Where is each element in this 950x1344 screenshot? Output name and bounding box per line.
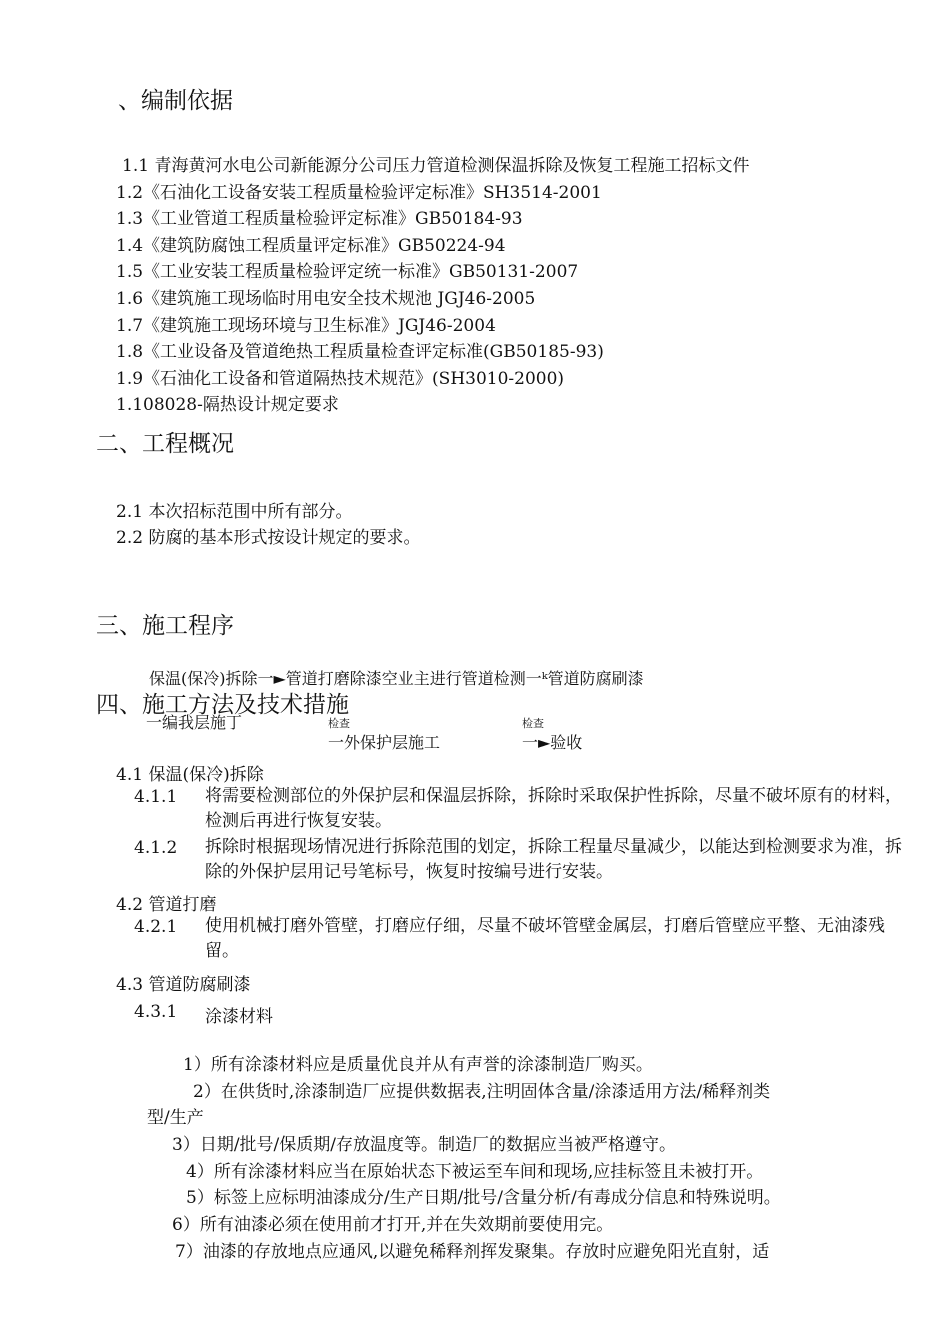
list-item: 1.4《建筑防腐蚀工程质量评定标准》GB50224-94	[116, 236, 506, 256]
flow-check-label-2: 检查	[522, 717, 544, 730]
list-item: 1.7《建筑施工现场环境与卫生标准》JGJ46-2004	[116, 316, 496, 336]
clause-text: 涂漆材料	[205, 1007, 273, 1027]
clause-number: 4.1.1	[134, 787, 178, 807]
section-title-4: 四、施工方法及技术措施	[96, 692, 349, 718]
list-item: 1.6《建筑施工现场临时用电安全技术规池 JGJ46-2005	[116, 289, 536, 309]
subsection-heading: 4.3 管道防腐刷漆	[116, 975, 251, 995]
list-item: 1.3《工业管道工程质量检验评定标准》GB50184-93	[116, 209, 523, 229]
flow-step-clipped-2: 一外保护层施工	[328, 733, 441, 752]
clause-number: 4.3.1	[134, 1002, 178, 1022]
flow-step-clipped-3: 一►验收	[522, 733, 583, 752]
section-title-3: 三、施工程序	[96, 613, 234, 639]
list-item: 1）所有涂漆材料应是质量优良并从有声誉的涂漆制造厂购买。	[183, 1055, 653, 1075]
flow-check-label-1: 检查	[328, 717, 350, 730]
list-item: 3）日期/批号/保质期/存放温度等。制造厂的数据应当被严格遵守。	[172, 1135, 676, 1155]
list-item: 6）所有油漆必须在使用前才打开,并在失效期前要使用完。	[172, 1215, 614, 1235]
list-item: 7）油漆的存放地点应通风,以避免稀释剂挥发聚集。存放时应避免阳光直射，适	[175, 1242, 770, 1262]
flow-step-clipped-1: 一编我层施丁	[146, 713, 243, 732]
section-title-2: 二、工程概况	[96, 431, 234, 457]
list-item: 型/生产	[147, 1108, 204, 1128]
subsection-heading: 4.1 保温(保冷)拆除	[116, 765, 264, 785]
list-item: 5）标签上应标明油漆成分/生产日期/批号/含量分析/有毒成分信息和特殊说明。	[186, 1188, 781, 1208]
list-item: 1.108028-隔热设计规定要求	[116, 395, 339, 415]
list-item: 2.2 防腐的基本形式按设计规定的要求。	[116, 528, 421, 548]
section-title-1: 、编制依据	[118, 88, 233, 114]
list-item: 2）在供货时,涂漆制造厂应提供数据表,注明固体含量/涂漆适用方法/稀释剂类	[193, 1082, 771, 1102]
list-item: 1.5《工业安装工程质量检验评定统一标准》GB50131-2007	[116, 262, 579, 282]
clause-text: 使用机械打磨外管壁，打磨应仔细，尽量不破坏管壁金属层，打磨后管壁应平整、无油漆残留。	[205, 916, 885, 961]
list-item: 1.1 青海黄河水电公司新能源分公司压力管道检测保温拆除及恢复工程施工招标文件	[122, 156, 750, 176]
list-item: 1.2《石油化工设备安装工程质量检验评定标准》SH3514-2001	[116, 183, 602, 203]
clause-text: 将需要检测部位的外保护层和保温层拆除，拆除时采取保护性拆除，尽量不破坏原有的材料，检测后再进行恢复安装。	[205, 786, 902, 831]
clause-number: 4.2.1	[134, 917, 178, 937]
list-item: 1.8《工业设备及管道绝热工程质量检查评定标准(GB50185-93)	[116, 342, 604, 362]
clause-text: 拆除时根据现场情况进行拆除范围的划定，拆除工程量尽量减少，以能达到检测要求为准，拆除的外保护层用记号笔标号，恢复时按编号进行安装。	[205, 837, 902, 882]
list-item: 2.1 本次招标范围中所有部分。	[116, 502, 353, 522]
list-item: 1.9《石油化工设备和管道隔热技术规范》(SH3010-2000)	[116, 369, 565, 389]
process-flow-line: 保温(保冷)拆除一►管道打磨除漆空业主进行管道检测一ᵏ管道防腐刷漆	[149, 669, 644, 688]
clause-number: 4.1.2	[134, 838, 178, 858]
list-item: 4）所有涂漆材料应当在原始状态下被运至车间和现场,应挂标签且未被打开。	[186, 1162, 764, 1182]
subsection-heading: 4.2 管道打磨	[116, 895, 217, 915]
